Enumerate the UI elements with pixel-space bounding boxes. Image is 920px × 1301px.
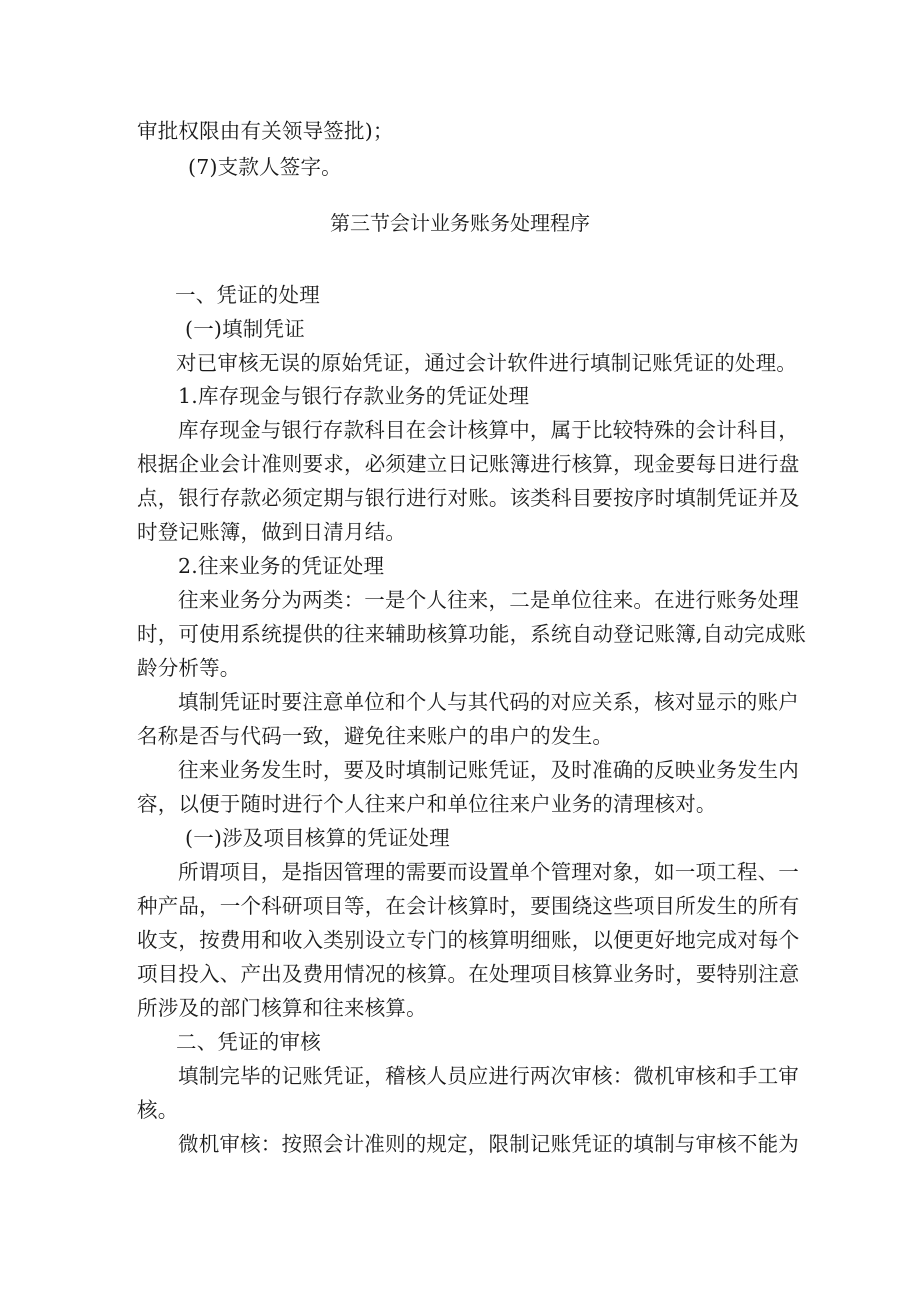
text-line: 收支，按费用和收入类别设立专门的核算明细账，以便更好地完成对每个 xyxy=(137,928,800,952)
text-line: 填制完毕的记账凭证，稽核人员应进行两次审核：微机审核和手工审 xyxy=(178,1064,799,1088)
subheading-line: (一)涉及项目核算的凭证处理 xyxy=(185,826,450,850)
text-line: 根据企业会计准则要求，必须建立日记账簿进行核算，现金要每日进行盘 xyxy=(137,452,800,476)
text-line: 时登记账簿，做到日清月结。 xyxy=(137,520,407,544)
section-title: 第三节会计业务账务处理程序 xyxy=(330,211,590,235)
text-line: 点，银行存款必须定期与银行进行对账。该类科目要按序时填制凭证并及 xyxy=(137,486,800,510)
subheading-line: 1.库存现金与银行存款业务的凭证处理 xyxy=(178,384,530,408)
text-line: 所涉及的部门核算和往来核算。 xyxy=(137,996,427,1020)
text-line: 龄分析等。 xyxy=(137,656,241,680)
text-line: 容，以便于随时进行个人往来户和单位往来户业务的清理核对。 xyxy=(137,792,717,816)
text-line: 往来业务分为两类：一是个人往来，二是单位往来。在进行账务处理 xyxy=(178,588,799,612)
text-line: 填制凭证时要注意单位和个人与其代码的对应关系，核对显示的账户 xyxy=(178,690,799,714)
text-line: 所谓项目，是指因管理的需要而设置单个管理对象，如一项工程、一 xyxy=(178,860,799,884)
text-line: 微机审核：按照会计准则的规定，限制记账凭证的填制与审核不能为 xyxy=(178,1132,799,1156)
heading-line: 二、凭证的审核 xyxy=(176,1030,321,1054)
text-line: 往来业务发生时，要及时填制记账凭证，及时准确的反映业务发生内 xyxy=(178,758,799,782)
text-line: 库存现金与银行存款科目在会计核算中，属于比较特殊的会计科目， xyxy=(178,418,799,442)
text-line: (7)支款人签字。 xyxy=(188,155,342,179)
subheading-line: (一)填制凭证 xyxy=(185,317,305,341)
text-line: 审批权限由有关领导签批)； xyxy=(137,119,394,143)
text-line: 名称是否与代码一致，避免往来账户的串户的发生。 xyxy=(137,724,614,748)
text-line: 项目投入、产出及费用情况的核算。在处理项目核算业务时，要特别注意 xyxy=(137,962,800,986)
text-line: 时，可使用系统提供的往来辅助核算功能，系统自动登记账簿,自动完成账 xyxy=(137,622,807,646)
text-line: 核。 xyxy=(137,1098,179,1122)
text-line: 种产品，一个科研项目等，在会计核算时，要围绕这些项目所发生的所有 xyxy=(137,894,800,918)
text-line: 对已审核无误的原始凭证，通过会计软件进行填制记账凭证的处理。 xyxy=(176,351,797,375)
heading-line: 一、凭证的处理 xyxy=(175,283,320,307)
subheading-line: 2.往来业务的凭证处理 xyxy=(178,554,385,578)
